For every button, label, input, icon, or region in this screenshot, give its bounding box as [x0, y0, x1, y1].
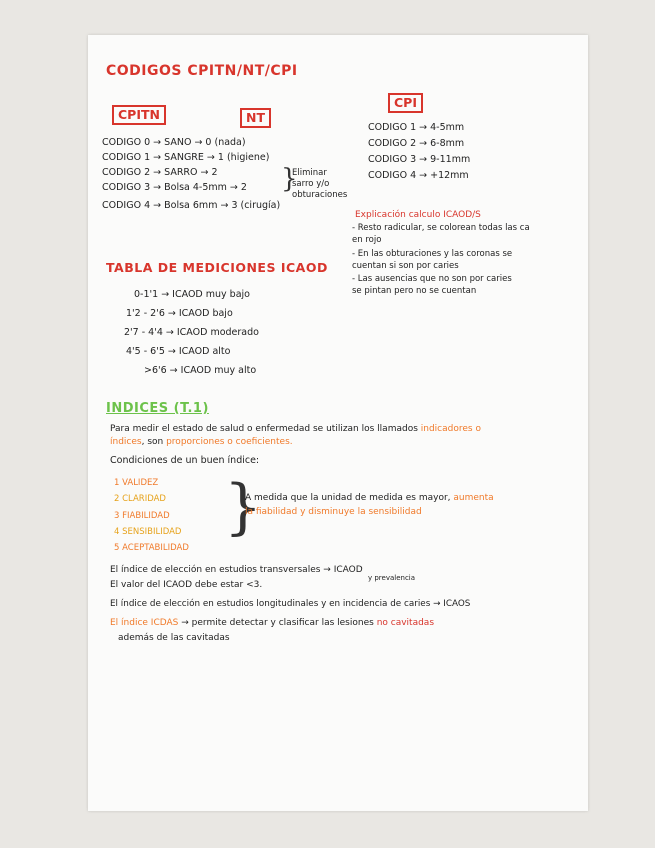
icdas-label: El índice ICDAS — [110, 618, 179, 628]
cpi-row: CODIGO 3 → 9-11mm — [368, 154, 471, 165]
notebook-page — [88, 35, 588, 811]
tabla-row: 1'2 - 2'6 → ICAOD bajo — [126, 308, 233, 319]
explicacion-line: - En las obturaciones y las coronas se — [352, 249, 513, 259]
tabla-row: 4'5 - 6'5 → ICAOD alto — [126, 346, 231, 357]
condicion-item: 1 VALIDEZ — [114, 478, 159, 488]
condicion-item: 4 SENSIBILIDAD — [114, 527, 182, 537]
indices-intro-text: Para medir el estado de salud o enfermedad se utilizan los llamados — [110, 424, 418, 434]
condicion-item: 5 ACEPTABILIDAD — [114, 543, 189, 553]
brace-text-highlight: la fiabilidad y disminuye la sensibilidad — [245, 507, 422, 517]
indices-intro-highlight: proporciones o coeficientes. — [166, 437, 293, 447]
cpitn-row: CODIGO 0 → SANO → 0 (nada) — [102, 137, 246, 148]
cpitn-row: CODIGO 1 → SANGRE → 1 (higiene) — [102, 152, 270, 163]
indices-intro-highlight: indicadores o — [420, 424, 481, 434]
main-title: CODIGOS CPITN/NT/CPI — [106, 63, 298, 79]
cpi-row: CODIGO 1 → 4-5mm — [368, 122, 465, 133]
condiciones-heading: Condiciones de un buen índice: — [110, 455, 260, 466]
cpi-header: CPI — [388, 93, 423, 113]
indices-line-sub: y prevalencia — [368, 574, 416, 582]
explicacion-line: se pintan pero no se cuentan — [352, 286, 477, 296]
cpi-row: CODIGO 2 → 6-8mm — [368, 138, 465, 149]
indices-line: El índice de elección en estudios transversales → ICAOD — [110, 565, 363, 575]
explicacion-line: cuentan si son por caries — [352, 261, 459, 271]
condiciones-brace: } — [224, 472, 263, 542]
explicacion-line: - Resto radicular, se colorean todas las ca — [352, 223, 530, 233]
cpitn-note: obturaciones — [292, 190, 348, 200]
cpitn-note: sarro y/o — [292, 179, 330, 189]
brace-text-highlight: aumenta — [453, 493, 494, 503]
cpitn-header: CPITN — [112, 105, 166, 125]
condicion-item: 2 CLARIDAD — [114, 494, 166, 504]
cpitn-row: CODIGO 4 → Bolsa 6mm → 3 (cirugía) — [102, 200, 281, 211]
indices-line: → permite detectar y clasificar las lesiones — [181, 618, 374, 628]
tabla-row: 2'7 - 4'4 → ICAOD moderado — [124, 327, 259, 338]
tabla-row: 0-1'1 → ICAOD muy bajo — [134, 289, 250, 300]
cpi-row: CODIGO 4 → +12mm — [368, 170, 469, 181]
explicacion-line: en rojo — [352, 235, 382, 245]
indices-highlight: no cavitadas — [376, 618, 435, 628]
indices-title: INDICES (T.1) — [106, 401, 209, 416]
cpitn-row: CODIGO 3 → Bolsa 4-5mm → 2 — [102, 182, 247, 193]
indices-line: El índice de elección en estudios longitudinales y en incidencia de caries → ICAOS — [110, 599, 471, 609]
indices-line: además de las cavitadas — [118, 633, 230, 643]
indices-intro-text: , son — [141, 437, 164, 447]
explicacion-title: Explicación calculo ICAOD/S — [355, 210, 481, 220]
explicacion-line: - Las ausencias que no son por caries — [352, 274, 512, 284]
cpitn-row: CODIGO 2 → SARRO → 2 — [102, 167, 218, 178]
cpitn-brace: } — [281, 164, 298, 194]
tabla-row: >6'6 → ICAOD muy alto — [144, 365, 257, 376]
indices-intro-highlight: índices — [110, 437, 142, 447]
nt-header: NT — [240, 108, 271, 128]
brace-text: A medida que la unidad de medida es mayor, — [245, 493, 451, 503]
indices-line: El valor del ICAOD debe estar <3. — [110, 580, 263, 590]
cpitn-note: Eliminar — [292, 168, 327, 178]
tabla-title: TABLA DE MEDICIONES ICAOD — [106, 260, 328, 275]
condicion-item: 3 FIABILIDAD — [114, 511, 170, 521]
